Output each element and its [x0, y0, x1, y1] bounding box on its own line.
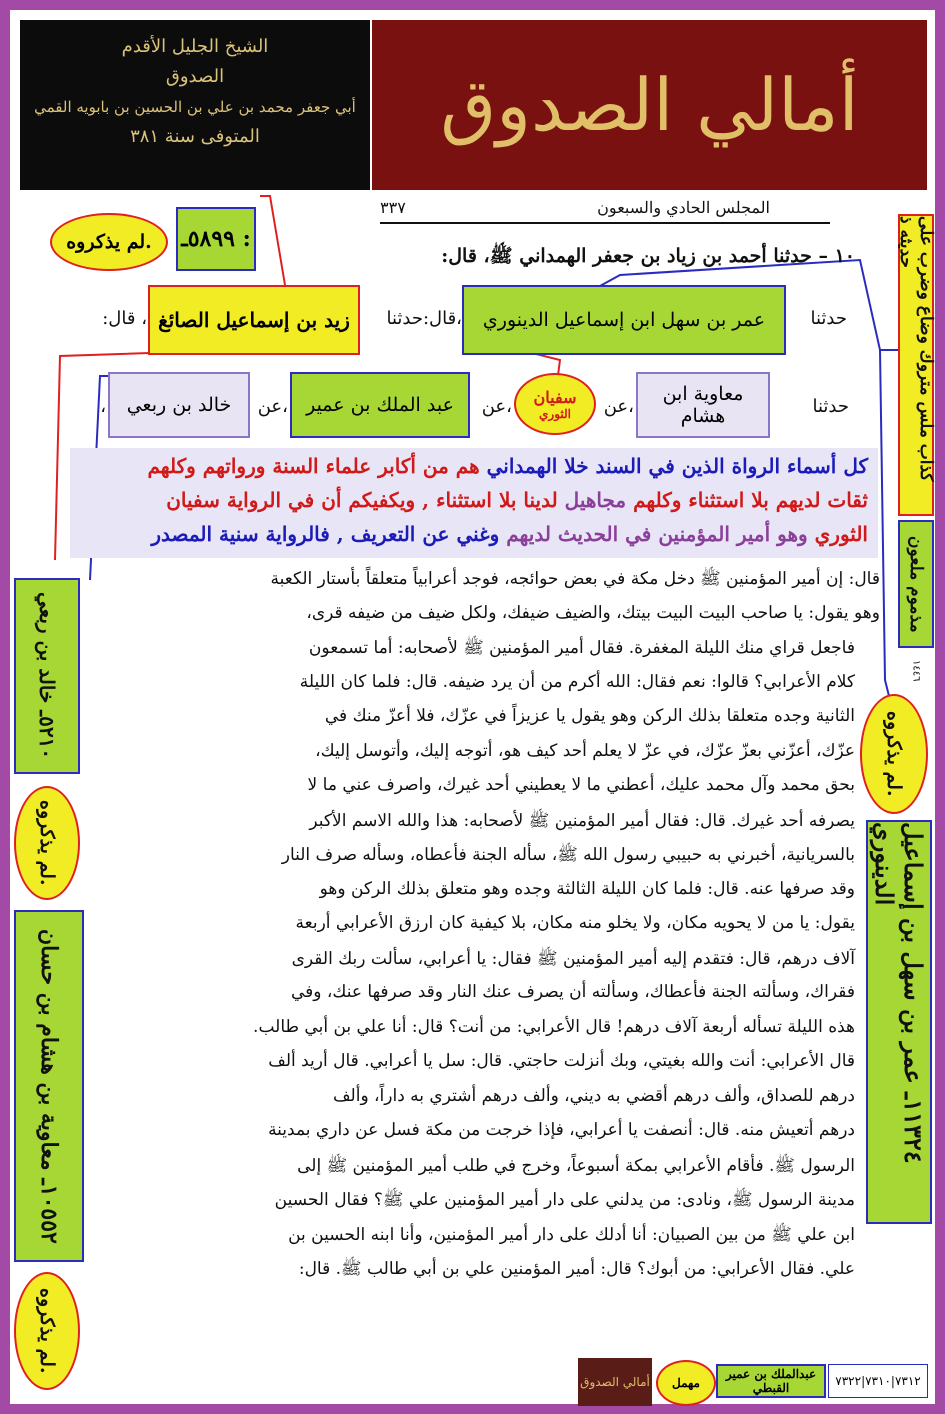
body-line: فقراك، وسألته الجنة فأعطاك، وسألته أن يصرف عنك النار وقد صرفها عنك، وفي: [291, 982, 855, 1002]
omar-entry: ١١٣٢٤ـ عمر بن سهل بن إسماعيل الدينوري: [866, 820, 932, 1224]
body-line: قال الأعرابي: أنت والله بغيتي، وبك أنزلت حاجتي. قال: سل يا أعرابي. قال أريد ألف: [268, 1051, 855, 1071]
summary-l1-a: كل أسماء الرواة الذين في السند خلا الهمداني: [486, 454, 868, 478]
sidebar-mid-right: مذموم ملعون: [898, 520, 934, 648]
author-line-4: المتوفى سنة ٣٨١: [130, 126, 260, 147]
page-tag: ١٤٤٦: [910, 660, 922, 682]
body-line: عزّك، أعزّني بعزّ عزّك، في عزّ لا يعلم أحد كيف هو، أتوجه إليك، وأتوسل إليك،: [315, 740, 855, 761]
page-title: المجلس الحادي والسبعون: [597, 198, 770, 217]
footer-oval: مهمل: [656, 1360, 716, 1406]
summary-line-2: [166, 488, 868, 512]
summary-l2-b: مجاهيل: [564, 488, 627, 512]
body-line: آلاف درهم، قال: فتقدم إليه أمير المؤمنين ﷺ فقال: يا أعرابي، سألت ربك القرى: [291, 948, 855, 969]
narrator-khalid-box: خالد بن ربعي: [108, 372, 250, 438]
summary-l2-c: لدينا بلا استثناء ,: [422, 488, 558, 512]
body-line: الرسول ﷺ. فأقام الأعرابي بمكة أسبوعاً، وخرج في طلب أمير المؤمنين ﷺ إلى: [297, 1155, 855, 1176]
body-line: الثانية وجده متعلقا بذلك الركن وهو يقول يا عزيزاً في عزّك، فلا أعزّ منك في: [324, 706, 855, 726]
isnad-line-2-mid: ،قال:حدثنا: [386, 308, 462, 329]
footer-logo: [578, 1358, 652, 1406]
narrator-omar-box: عمر بن سهل ابن إسماعيل الدينوري: [462, 285, 786, 355]
summary-box: [70, 448, 878, 558]
isnad-line-2-prefix: حدثنا: [810, 308, 847, 329]
sufyan-name: سفيان: [533, 387, 577, 407]
footer-code: ٧٣١٢|٧٣١٠|٧٣٢٢: [828, 1364, 928, 1398]
body-line: وهو يقول: يا صاحب البيت البيت بيتك، والضيف ضيفك، ولكل ضيف من ضيفه قرى،: [306, 602, 880, 623]
author-line-2: الصدوق: [165, 66, 225, 87]
body-line: فاجعل قراي منك الليلة المغفرة. فقال أمير المؤمنين ﷺ لأصحابه: أما تسمعون: [308, 638, 855, 658]
isnad-line-1: ١٠ – حدثنا أحمد بن زياد بن جعفر الهمداني ﷺ، قال:: [441, 245, 855, 267]
summary-l2-d: ويكفيكم أن في الرواية سفيان: [166, 488, 416, 512]
summary-l3-a: الثوري: [814, 522, 868, 546]
number-box: ٥٨٩٩ـ :: [176, 207, 256, 271]
author-line-3: أبي جعفر محمد بن علي بن الحسين بن بابويه القمي: [34, 98, 356, 116]
body-line: درهم للصداق، وألف درهم أقضي به ديني، وألف درهم أشتري به داراً، وألف: [332, 1085, 855, 1106]
narrator-sufyan-oval: [514, 373, 596, 435]
body-line: مدينة الرسول ﷺ، ونادى: من يدلني على دار أمير المؤمنين علي ﷺ؟ فقال الحسين: [274, 1190, 855, 1210]
body-line: يصرفه أحد غيرك. قال: فقال أمير المؤمنين ﷺ لأصحابه: هذا والله الاسم الأكبر: [309, 810, 855, 831]
summary-l3-b: وهو أمير المؤمنين في الحديث لديهم: [506, 522, 808, 546]
summary-line-3: [151, 522, 868, 546]
summary-l2-a: ثقات لديهم بلا استثناء وكلهم: [633, 488, 868, 512]
page-number: ٣٣٧: [380, 198, 406, 217]
body-line: هذه الليلة تسأله أربعة آلاف درهم! قال الأعرابي: من أنت؟ قال: أنا علي بن أبي طالب.: [253, 1016, 855, 1037]
summary-line-1: [147, 454, 868, 478]
isnad-line-3-prefix: حدثنا: [812, 396, 849, 417]
isnad-line-2-suffix: ، قال:: [102, 308, 147, 329]
body-line: بالسريانية، أخبرني به حبيبي رسول الله ﷺ، سأله الجنة فأعطاه، وسأله صرف النار: [281, 845, 855, 865]
not-mentioned-oval-1: لم يذكروه.: [50, 213, 168, 271]
summary-l1-b: هم من أكابر علماء السنة ورواتهم وكلهم: [147, 454, 480, 478]
summary-l3-c: وغني عن التعريف , فالرواية سنية المصدر: [151, 522, 500, 546]
body-line: علي. فقال الأعرابي: من أبوك؟ قال: أمير المؤمنين علي بن أبي طالب ﷺ. قال:: [298, 1259, 855, 1279]
sufyan-sub: الثوري: [539, 406, 571, 421]
author-line-1: الشيخ الجليل الأقدم: [121, 36, 269, 57]
body-line: درهم أتعيش منه. قال: أنصفت يا أعرابي، فإذا خرجت من مكة فسل عن داري بمدينة: [268, 1120, 855, 1140]
body-line: يقول: يا من لا يحويه مكان، ولا يخلو منه مكان، بلا كيفية كان ارزق الأعرابي أربعة: [295, 913, 855, 933]
isnad-line-3-an1: ،عن: [603, 396, 634, 417]
khalid-entry: ٥٢١٠ـ خالد بن ربعي: [14, 578, 80, 774]
not-mentioned-oval-left-2: لم يذكروه.: [14, 1272, 80, 1390]
isnad-line-3-an2: ،عن: [481, 396, 512, 417]
sidebar-top-right: كذاب ملس متروك وضاع وضرب على حديثه ذ: [898, 214, 934, 516]
not-mentioned-oval-right: لم يذكروه.: [860, 694, 928, 814]
body-line: قال: إن أمير المؤمنين ﷺ دخل مكة في بعض حوائجه، فوجد أعرابياً متعلقاً بأستار الكعبة: [270, 569, 880, 589]
narrator-zaid-box: زيد بن إسماعيل الصائغ: [148, 285, 360, 355]
footer-name: عبدالملك بن عمير القبطي: [716, 1364, 826, 1398]
isnad-line-3-an3: ،عن: [257, 396, 288, 417]
narrator-abdulmalik-box: عبد الملك بن عمير: [290, 372, 470, 438]
not-mentioned-oval-left-1: لم يذكروه.: [14, 786, 80, 900]
book-title: أمالي الصدوق: [372, 20, 927, 190]
muawiya-entry: ١٠٥٥٢ـ معاوية بن هشام بن حسان: [14, 910, 84, 1262]
body-line: ابن علي ﷺ من بين الصبيان: أنا أدلك على دار أمير المؤمنين، وأنا ابنه الحسين بن: [288, 1224, 855, 1245]
body-line: بحق محمد وآل محمد عليك، أعطني ما لا يعطيني أحد غيرك، واصرف عني ما لا: [307, 775, 855, 795]
body-line: وقد صرفها عنه. قال: فلما كان الليلة الثالثة وجده وهو متعلق بذلك الركن وهو: [319, 878, 855, 899]
narrator-muawiya-box: معاوية ابن هشام: [636, 372, 770, 438]
body-line: كلام الأعرابي؟ قالوا: نعم فقال: الله أكرم من أن يرد ضيفه. قال: فلما كان الليلة: [299, 671, 855, 692]
footer-logo-text: أمالي الصدوق: [580, 1375, 650, 1389]
isnad-line-3-end: ،: [100, 396, 106, 417]
